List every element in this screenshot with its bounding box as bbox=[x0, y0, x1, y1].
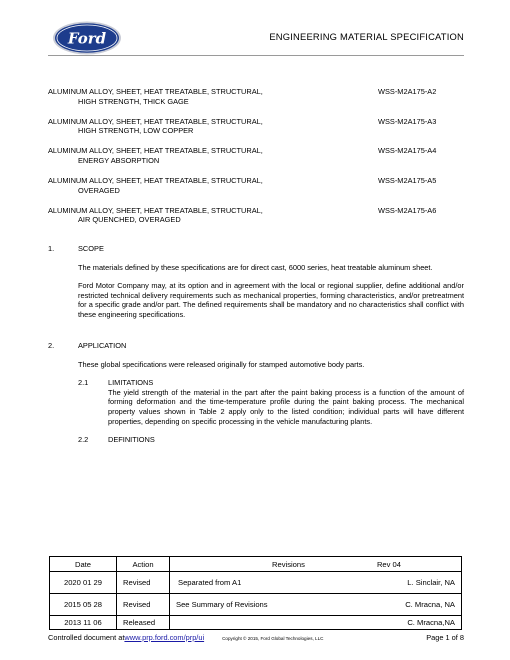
spec-item bbox=[48, 146, 464, 165]
spec-title bbox=[48, 117, 263, 136]
header-divider bbox=[48, 55, 464, 56]
subsection-title: LIMITATIONS bbox=[108, 378, 154, 388]
subsection-body bbox=[108, 378, 464, 426]
subsection-number: 2.2 bbox=[78, 435, 89, 445]
logo-text: Ford bbox=[67, 29, 107, 48]
scope-section bbox=[48, 244, 464, 320]
spec-title bbox=[48, 206, 263, 225]
prp-link[interactable]: www.prp.ford.com/prp/ui bbox=[124, 633, 205, 642]
spec-item bbox=[48, 87, 464, 106]
spec-title bbox=[48, 146, 263, 165]
spec-item bbox=[48, 176, 464, 195]
row-date: 2015 05 28 bbox=[50, 594, 117, 616]
spec-title-line1: ALUMINUM ALLOY, SHEET, HEAT TREATABLE, STRUCTURAL, bbox=[48, 87, 263, 96]
section-number: 1. bbox=[48, 244, 55, 253]
spec-code: WSS-M2A175-A5 bbox=[378, 176, 437, 186]
table-row bbox=[50, 616, 462, 630]
section-heading bbox=[48, 244, 464, 254]
row-revision: Separated from A1 bbox=[178, 578, 242, 587]
spec-title-line2: OVERAGED bbox=[78, 185, 120, 195]
page-footer bbox=[48, 633, 464, 642]
definitions-subsection bbox=[78, 435, 464, 445]
row-author: L. Sinclair, NA bbox=[407, 578, 455, 587]
revision-table bbox=[49, 556, 462, 630]
spec-title-line2: HIGH STRENGTH, LOW COPPER bbox=[78, 126, 194, 136]
spec-code: WSS-M2A175-A3 bbox=[378, 116, 437, 126]
section-title: SCOPE bbox=[78, 244, 104, 253]
row-action: Released bbox=[117, 616, 170, 630]
row-revision-cell bbox=[170, 616, 462, 630]
table-header-row bbox=[50, 557, 462, 572]
spec-title-line1: ALUMINUM ALLOY, SHEET, HEAT TREATABLE, STRUCTURAL, bbox=[48, 116, 263, 126]
table-row bbox=[50, 594, 462, 616]
row-revision-cell bbox=[170, 572, 462, 594]
row-action: Revised bbox=[117, 594, 170, 616]
spec-code: WSS-M2A175-A4 bbox=[378, 146, 437, 156]
spec-code: WSS-M2A175-A2 bbox=[378, 87, 437, 96]
application-section bbox=[48, 341, 464, 445]
row-date: 2020 01 29 bbox=[50, 572, 117, 594]
limitations-text: The yield strength of the material in the part after the paint baking process is a function of the amount of forming deformation and the time-temperature profile during the paint baking process. The mechanical property values shown in Table 2 apply only to the listed condition; individual parts will have different properties, depending on specific processing in the vehicle manufacturing plants. bbox=[108, 387, 464, 426]
row-author: C. Mracna,NA bbox=[407, 618, 455, 627]
section-title: APPLICATION bbox=[78, 341, 127, 350]
spec-item bbox=[48, 206, 464, 225]
controlled-document-label: Controlled document at bbox=[48, 633, 125, 642]
scope-paragraph-2: Ford Motor Company may, at its option and in agreement with the local or regional supplier, define additional and/or restricted technical delivery requirements such as mechanical properties, forming characteristics, and/or pretreatment for a specific grade and/or part. The defined requirements shall be mandatory and no characteristics shall conflict with these engineering specifications. bbox=[78, 281, 464, 319]
application-paragraph: These global specifications were released originally for stamped automotive body parts. bbox=[78, 359, 365, 369]
action-header: Action bbox=[117, 557, 170, 572]
table-row bbox=[50, 572, 462, 594]
document-title: ENGINEERING MATERIAL SPECIFICATION bbox=[269, 31, 464, 42]
specification-list bbox=[48, 87, 464, 235]
section-number: 2. bbox=[48, 341, 55, 350]
subsection-number: 2.1 bbox=[78, 378, 89, 388]
revision-number: Rev 04 bbox=[376, 559, 401, 569]
scope-paragraph-1: The materials defined by these specifications are for direct cast, 6000 series, heat treatable aluminum sheet. bbox=[78, 262, 433, 272]
row-author: C. Mracna, NA bbox=[405, 600, 455, 609]
date-header: Date bbox=[50, 557, 117, 572]
spec-title-line2: ENERGY ABSORPTION bbox=[78, 155, 160, 165]
subsection-title: DEFINITIONS bbox=[108, 435, 155, 445]
spec-title-line1: ALUMINUM ALLOY, SHEET, HEAT TREATABLE, STRUCTURAL, bbox=[48, 176, 263, 186]
revisions-header bbox=[170, 557, 462, 572]
copyright-notice: Copyright © 2015, Ford Global Technologies, LLC bbox=[222, 636, 324, 641]
row-action: Revised bbox=[117, 572, 170, 594]
limitations-subsection bbox=[78, 378, 464, 426]
section-heading bbox=[48, 341, 464, 351]
spec-title bbox=[48, 87, 263, 106]
revisions-header-label: Revisions bbox=[272, 559, 305, 569]
spec-item bbox=[48, 117, 464, 136]
spec-title-line2: HIGH STRENGTH, THICK GAGE bbox=[78, 96, 189, 106]
spec-title bbox=[48, 176, 263, 195]
spec-title-line1: ALUMINUM ALLOY, SHEET, HEAT TREATABLE, STRUCTURAL, bbox=[48, 205, 263, 215]
row-revision: See Summary of Revisions bbox=[176, 600, 268, 609]
spec-title-line2: AIR QUENCHED, OVERAGED bbox=[78, 215, 181, 225]
spec-title-line1: ALUMINUM ALLOY, SHEET, HEAT TREATABLE, STRUCTURAL, bbox=[48, 146, 263, 156]
spec-code: WSS-M2A175-A6 bbox=[378, 205, 437, 215]
page-number: Page 1 of 8 bbox=[426, 633, 464, 642]
ford-logo bbox=[52, 20, 122, 56]
row-date: 2013 11 06 bbox=[50, 616, 117, 630]
row-revision-cell bbox=[170, 594, 462, 616]
